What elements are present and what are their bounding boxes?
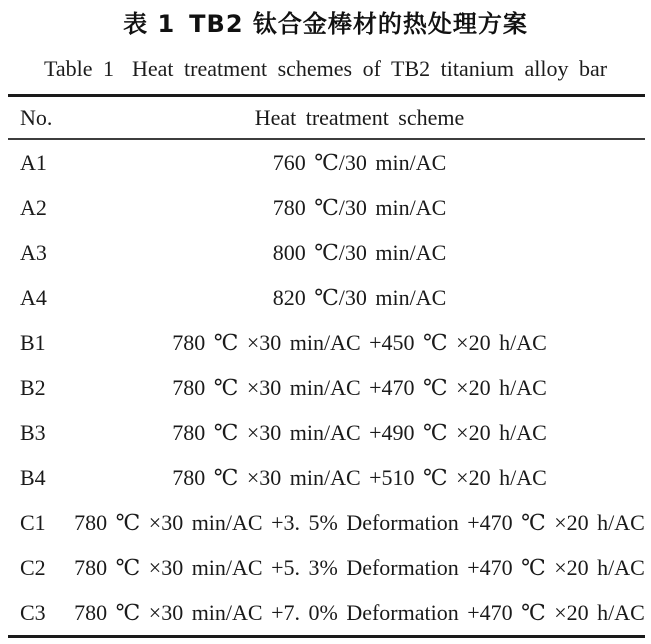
- row-no: C2: [20, 554, 46, 580]
- table-row: [8, 230, 645, 275]
- row-scheme: 800 ℃/30 min/AC: [272, 239, 447, 265]
- row-scheme: 780 ℃/30 min/AC: [272, 194, 447, 220]
- row-no: B1: [20, 329, 46, 355]
- table-row: [8, 410, 645, 455]
- row-scheme: 760 ℃/30 min/AC: [272, 149, 447, 175]
- table-title-english: [0, 55, 651, 83]
- heat-treatment-table: [8, 94, 645, 638]
- table-row: [8, 185, 645, 230]
- row-no: A3: [20, 239, 47, 265]
- row-no: C1: [20, 509, 46, 535]
- table-header-row: [8, 97, 645, 140]
- row-scheme: 780 ℃ ×30 min/AC +470 ℃ ×20 h/AC: [172, 374, 547, 400]
- column-header-no: No.: [20, 104, 53, 130]
- table-label-english: Table 1: [43, 56, 114, 81]
- row-no: B3: [20, 419, 46, 445]
- table-row: [8, 140, 645, 185]
- row-no: B2: [20, 374, 46, 400]
- row-no: A4: [20, 284, 47, 310]
- table-row: [8, 320, 645, 365]
- row-no: A1: [20, 149, 47, 175]
- row-no: A2: [20, 194, 47, 220]
- table-label-chinese: 表 1: [123, 10, 176, 38]
- table-row: [8, 365, 645, 410]
- table-title-chinese: [0, 0, 651, 39]
- row-no: B4: [20, 464, 46, 490]
- row-scheme: 780 ℃ ×30 min/AC +3. 5% Deformation +470 ℃ ×20 h/AC: [74, 509, 645, 535]
- table-row: [8, 275, 645, 320]
- row-scheme: 780 ℃ ×30 min/AC +510 ℃ ×20 h/AC: [172, 464, 547, 490]
- row-scheme: 780 ℃ ×30 min/AC +5. 3% Deformation +470 ℃ ×20 h/AC: [74, 554, 645, 580]
- table-title-english-text: Heat treatment schemes of TB2 titanium alloy bar: [131, 56, 608, 81]
- row-scheme: 780 ℃ ×30 min/AC +7. 0% Deformation +470 ℃ ×20 h/AC: [74, 599, 645, 625]
- table-row: [8, 545, 645, 590]
- table-title-chinese-text: TB2 钛合金棒材的热处理方案: [189, 10, 528, 38]
- table-row: [8, 500, 645, 545]
- row-scheme: 780 ℃ ×30 min/AC +450 ℃ ×20 h/AC: [172, 329, 547, 355]
- row-scheme: 780 ℃ ×30 min/AC +490 ℃ ×20 h/AC: [172, 419, 547, 445]
- row-scheme: 820 ℃/30 min/AC: [272, 284, 447, 310]
- table-row: [8, 590, 645, 635]
- column-header-scheme: Heat treatment scheme: [254, 104, 465, 130]
- table-row: [8, 455, 645, 500]
- row-no: C3: [20, 599, 46, 625]
